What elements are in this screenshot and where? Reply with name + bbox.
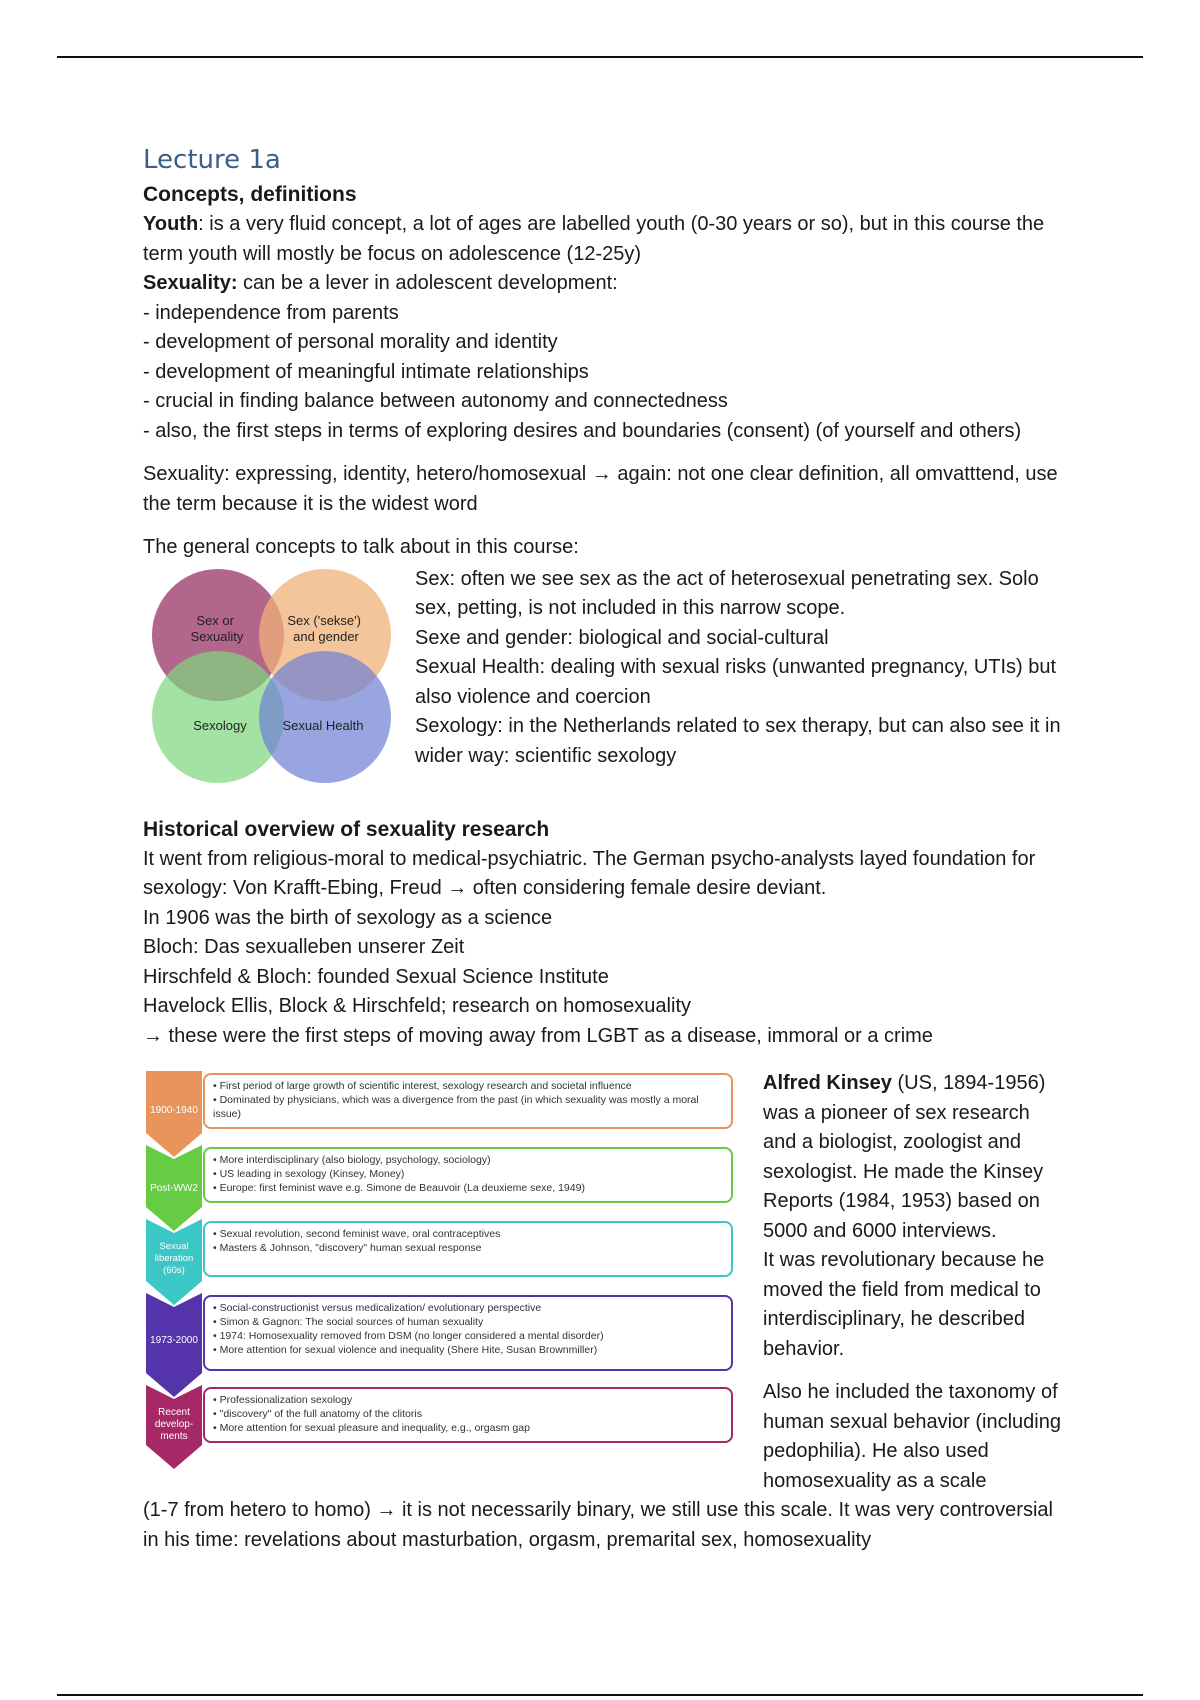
youth-term: Youth — [143, 213, 199, 235]
timeline-item: • More attention for sexual pleasure and inequality, e.g., orgasm gap — [213, 1421, 723, 1435]
timeline-item: • Sexual revolution, second feminist wave, oral contraceptives — [213, 1227, 723, 1241]
list-item: - development of meaningful intimate relationships — [143, 360, 589, 383]
list-item: - crucial in finding balance between autonomy and connectedness — [143, 390, 728, 412]
timeline-label: Sexual liberation (60s) — [154, 1241, 194, 1276]
timeline-box — [203, 1073, 733, 1129]
list-item: - development of personal morality and identity — [143, 331, 558, 353]
timeline-item: • Europe: first feminist wave e.g. Simone de Beauvoir (La deuxieme sexe, 1949) — [213, 1181, 723, 1195]
timeline-item: • Simon & Gagnon: The social sources of human sexuality — [213, 1315, 723, 1329]
kinsey-paragraph — [763, 1069, 1063, 1246]
timeline-item: • First period of large growth of scientific interest, sexology research and societal influence — [213, 1079, 723, 1093]
venn-circle-health — [259, 651, 391, 783]
history-paragraph: → these were the first steps of moving away from LGBT as a disease, immoral or a crime — [143, 1024, 933, 1047]
venn-label-sex — [191, 613, 244, 644]
timeline-item: • Dominated by physicians, which was a divergence from the past (in which sexuality was mostly a moral issue) — [213, 1093, 723, 1121]
venn-label-sex-line2: Sexuality — [190, 628, 244, 644]
history-paragraph: Bloch: Das sexualleben unserer Zeit — [143, 936, 465, 958]
timeline-box — [203, 1221, 733, 1277]
timeline-item: • 1974: Homosexuality removed from DSM (no longer considered a mental disorder) — [213, 1329, 723, 1343]
history-paragraph: Hirschfeld & Bloch: founded Sexual Science Institute — [143, 965, 609, 988]
venn-description: Sexology: in the Netherlands related to sex therapy, but can also see it in wider way: scientific sexology — [415, 715, 1061, 767]
history-paragraph: In 1906 was the birth of sexology as a science — [143, 906, 553, 929]
venn-label-health: Sexual Health — [282, 717, 364, 733]
timeline-box — [203, 1387, 733, 1443]
timeline-label: Post-WW2 — [150, 1183, 198, 1194]
venn-diagram — [143, 565, 403, 785]
kinsey-name: Alfred Kinsey — [763, 1072, 892, 1094]
venn-descriptions — [415, 565, 1063, 785]
venn-section — [143, 565, 1063, 785]
sexuality-text: can be a lever in adolescent development: — [237, 272, 618, 294]
history-paragraph: It went from religious-moral to medical-psychiatric. The German psycho-analysts layed foundation for sexology: Von Krafft-Ebing, Freud → often considering female desire deviant. — [143, 847, 1036, 899]
history-paragraph: Havelock Ellis, Block & Hirschfeld; research on homosexuality — [143, 995, 691, 1017]
timeline-item: • Social-constructionist versus medicalization/ evolutionary perspective — [213, 1301, 723, 1315]
venn-label-gender-line2: and gender — [293, 628, 359, 644]
header-rule — [57, 56, 1143, 58]
timeline-item: • Professionalization sexology — [213, 1393, 723, 1407]
timeline-item: • "discovery" of the full anatomy of the clitoris — [213, 1407, 723, 1421]
kinsey-text — [763, 1069, 1063, 1496]
venn-label-gender — [287, 613, 364, 644]
history-heading: Historical overview of sexuality research — [143, 817, 550, 841]
venn-description: Sexual Health: dealing with sexual risks (unwanted pregnancy, UTIs) but also violence and coercion — [415, 656, 1057, 708]
venn-label-sexology: Sexology — [193, 717, 247, 733]
timeline-label: 1973-2000 — [150, 1335, 198, 1346]
list-item: - independence from parents — [143, 301, 399, 324]
sexuality-paragraph — [143, 269, 1063, 299]
list-item: - also, the first steps in terms of exploring desires and boundaries (consent) (of yourself and others) — [143, 419, 1022, 442]
youth-text: : is a very fluid concept, a lot of ages are labelled youth (0-30 years or so), but in this course the term youth will mostly be focus on adolescence (12-25y) — [143, 213, 1045, 265]
sexuality-definition: Sexuality: expressing, identity, hetero/homosexual → again: not one clear definition, all omvatttend, use the term because it is the widest word — [143, 463, 1058, 515]
kinsey-continuation: (1-7 from hetero to homo) → it is not necessarily binary, we still use this scale. It was very controversial in his time: revelations about masturbation, orgasm, premarital sex, homosexuality — [143, 1499, 1053, 1551]
youth-paragraph — [143, 210, 1063, 269]
timeline-item: • US leading in sexology (Kinsey, Money) — [213, 1167, 723, 1181]
concepts-heading: Concepts, definitions — [143, 183, 357, 206]
document-page — [143, 144, 1063, 1555]
timeline-label: 1900-1940 — [150, 1105, 198, 1116]
timeline-label: Recent develop-ments — [154, 1407, 194, 1442]
lecture-title: Lecture 1a — [143, 145, 281, 175]
venn-label-gender-line1: Sex ('sekse') — [287, 612, 361, 628]
venn-label-sex-line1: Sex or — [196, 612, 234, 628]
venn-description: Sex: often we see sex as the act of heterosexual penetrating sex. Solo sex, petting, is not included in this narrow scope. — [415, 567, 1039, 619]
kinsey-intro: (US, 1894-1956) was a pioneer of sex research and a biologist, zoologist and sexologist. He made the Kinsey Reports (1984, 1953) based on 5000 and 6000 interviews. — [763, 1072, 1046, 1242]
kinsey-paragraph: Also he included the taxonomy of human sexual behavior (including pedophilia). He also used homosexuality as a scale — [763, 1381, 1061, 1492]
timeline-diagram — [143, 1069, 743, 1469]
timeline-item: • Masters & Johnson, "discovery" human sexual response — [213, 1241, 723, 1255]
timeline-box — [203, 1147, 733, 1203]
timeline-box — [203, 1295, 733, 1371]
timeline-section — [143, 1069, 1063, 1496]
footer-rule — [57, 1694, 1143, 1696]
general-concepts-intro: The general concepts to talk about in this course: — [143, 536, 579, 558]
timeline-item: • More interdisciplinary (also biology, psychology, sociology) — [213, 1153, 723, 1167]
sexuality-term: Sexuality: — [143, 272, 238, 294]
kinsey-paragraph: It was revolutionary because he moved the field from medical to interdisciplinary, he described behavior. — [763, 1249, 1045, 1360]
venn-description: Sexe and gender: biological and social-cultural — [415, 626, 829, 649]
timeline-item: • More attention for sexual violence and inequality (Shere Hite, Susan Brownmiller) — [213, 1343, 723, 1357]
